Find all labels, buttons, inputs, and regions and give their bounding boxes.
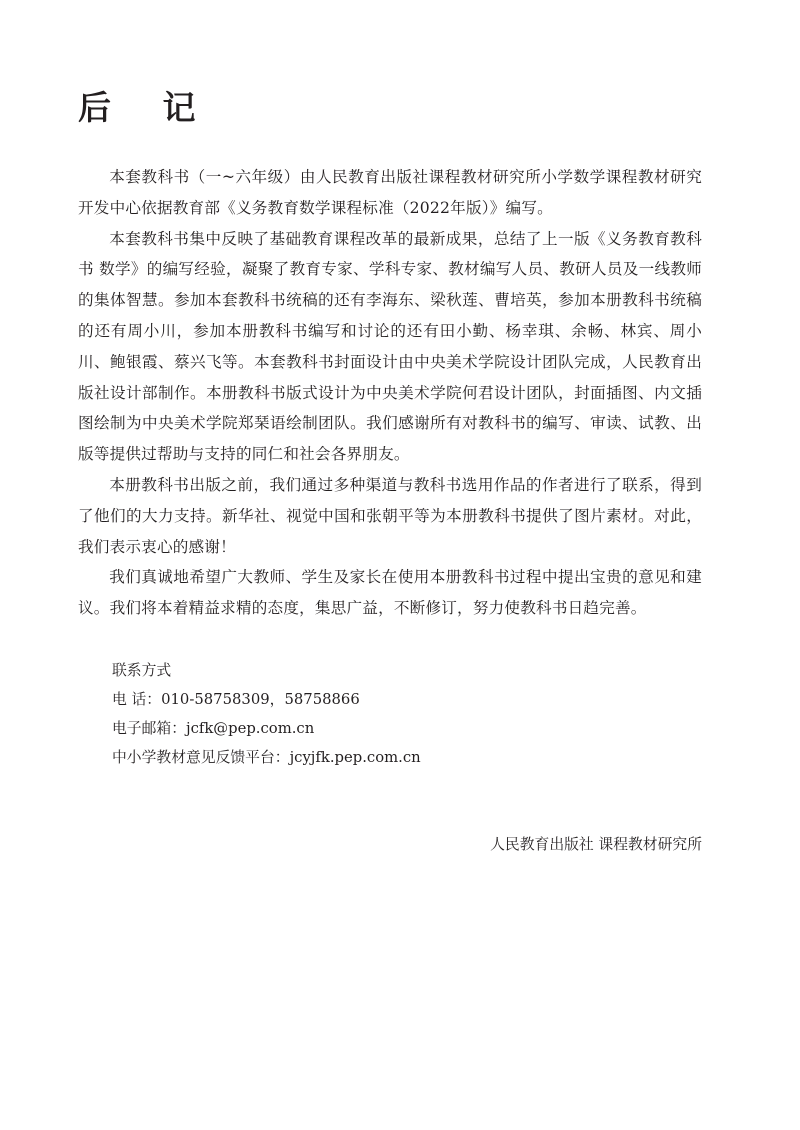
contact-info	[112, 656, 712, 772]
contact-email: 电子邮箱：jcfk@pep.com.cn	[112, 720, 315, 737]
paragraph-intro: 本套教科书（一~六年级）由人民教育出版社课程教材研究所小学数学课程教材研究开发中心依据教育部《义务教育数学课程标准（2022年版）》编写。	[78, 168, 702, 217]
paragraph-feedback-request: 我们真诚地希望广大教师、学生及家长在使用本册教科书过程中提出宝贵的意见和建议。我们将本着精益求精的态度，集思广益，不断修订，努力使教科书日趋完善。	[78, 568, 702, 618]
paragraph-acknowledgement: 本册教科书出版之前，我们通过多种渠道与教科书选用作品的作者进行了联系，得到了他们的大力支持。新华社、视觉中国和张朝平等为本册教科书提供了图片素材。对此，我们表示衷心的感谢！	[78, 475, 702, 556]
contact-phone: 电 话：010-58758309，58758866	[112, 691, 360, 708]
paragraph-contributors: 本套教科书集中反映了基础教育课程改革的最新成果，总结了上一版《义务教育教科书 数学》的编写经验，凝聚了教育专家、学科专家、教材编写人员、教研人员及一线教师的集体智慧。参加本套教科书统稿的还有李海东、梁秋莲、曹培英，参加本册教科书统稿的还有周小川，参加本册教科书编写和讨论的还有田小勤、杨幸琪、余畅、林宾、周小川、鲍银霞、蔡兴飞等。本套教科书封面设计由中央美术学院设计团队完成，人民教育出版社设计部制作。本册教科书版式设计为中央美术学院何君设计团队，封面插图、内文插图绘制为中央美术学院郑琹语绘制团队。我们感谢所有对教科书的编写、审读、试教、出版等提供过帮助与支持的同仁和社会各界朋友。	[78, 229, 702, 464]
contact-feedback-platform: 中小学教材意见反馈平台：jcyjfk.pep.com.cn	[112, 749, 421, 766]
contact-heading: 联系方式	[112, 662, 172, 679]
publisher-signature: 人民教育出版社 课程教材研究所	[490, 836, 702, 853]
afterword-body	[78, 162, 702, 624]
page-title: 后 记	[78, 88, 216, 127]
